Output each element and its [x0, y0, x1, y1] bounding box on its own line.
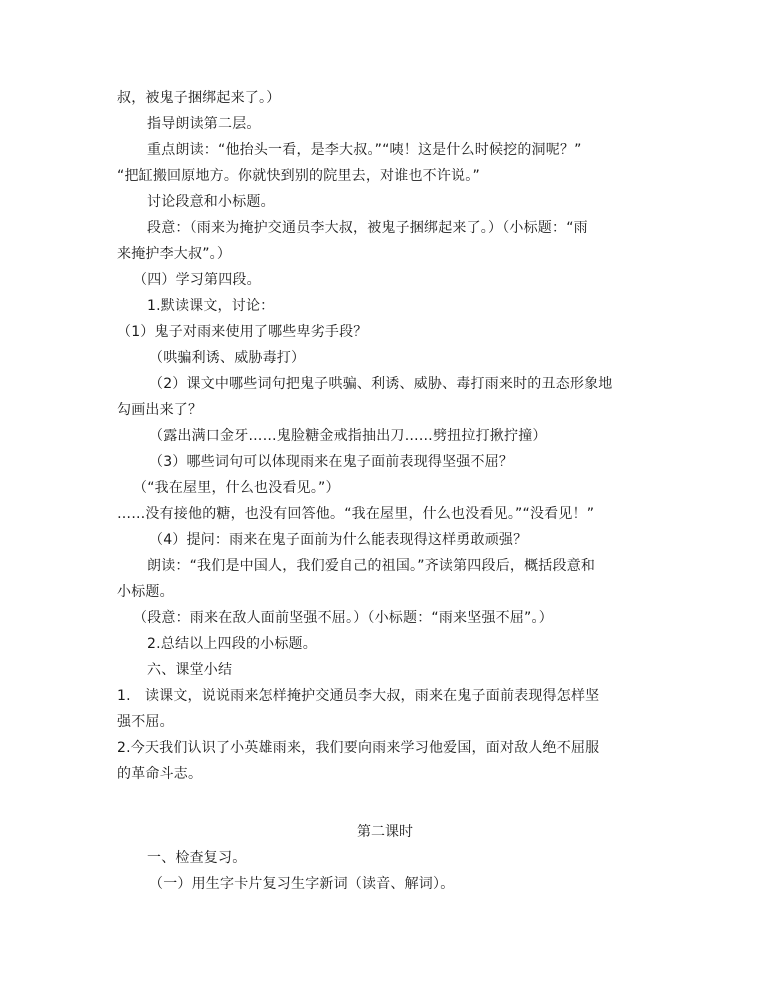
text-line: 重点朗读：“他抬头一看，是李大叔。”“咦！这是什么时候挖的洞呢？”	[147, 142, 582, 158]
text-line: “把缸搬回原地方。你就快到别的院里去，对谁也不许说。”	[117, 168, 480, 184]
text-line: （3）哪些词句可以体现雨来在鬼子面前表现得坚强不屈？	[149, 454, 514, 470]
text-line: 1. 读课文，说说雨来怎样掩护交通员李大叔，雨来在鬼子面前表现得怎样坚	[117, 688, 600, 704]
text-line: （哄骗利诱、威胁毒打）	[149, 350, 306, 366]
lesson-title: 第二课时	[357, 824, 413, 840]
section-heading: 一、检查复习。	[147, 850, 247, 866]
text-line: （2）课文中哪些词句把鬼子哄骗、利诱、威胁、毒打雨来时的丑态形象地	[149, 376, 613, 392]
text-line: 朗读：“我们是中国人，我们爱自己的祖国。”齐读第四段后，概括段意和	[147, 558, 596, 574]
text-line: （4）提问：雨来在鬼子面前为什么能表现得这样勇敢顽强？	[149, 532, 528, 548]
text-line: （一）用生字卡片复习生字新词（读音、解词）。	[149, 876, 455, 892]
text-line: （“我在屋里，什么也没看见。”）	[133, 480, 340, 496]
text-line: 1.默读课文，讨论：	[147, 298, 275, 314]
text-line: ……没有接他的糖，也没有回答他。“我在屋里，什么也没看见。”“没看见！”	[117, 506, 595, 522]
text-line: （露出满口金牙……鬼脸糖金戒指抽出刀……劈扭拉打揪拧撞）	[149, 428, 547, 444]
text-line: 小标题。	[117, 584, 174, 600]
text-line: 2.今天我们认识了小英雄雨来，我们要向雨来学习他爱国，面对敌人绝不屈服	[117, 740, 600, 756]
text-line: 指导朗读第二层。	[147, 116, 261, 132]
text-line: 叔，被鬼子捆绑起来了。）	[117, 90, 281, 106]
text-line: 讨论段意和小标题。	[147, 194, 275, 210]
text-line: 的革命斗志。	[117, 766, 203, 782]
text-line: 来掩护李大叔”。）	[117, 246, 232, 262]
text-line: （段意：雨来在敌人面前坚强不屈。）（小标题：“雨来坚强不屈”。）	[133, 610, 553, 626]
section-heading: 六、课堂小结	[147, 662, 233, 678]
text-line: 段意：（雨来为掩护交通员李大叔，被鬼子捆绑起来了。）（小标题：“雨	[147, 220, 588, 236]
text-line: （四）学习第四段。	[133, 272, 261, 288]
text-line: 强不屈。	[117, 714, 174, 730]
text-line: （1）鬼子对雨来使用了哪些卑劣手段？	[117, 324, 368, 340]
text-line: 勾画出来了？	[117, 402, 203, 418]
text-line: 2.总结以上四段的小标题。	[147, 636, 317, 652]
